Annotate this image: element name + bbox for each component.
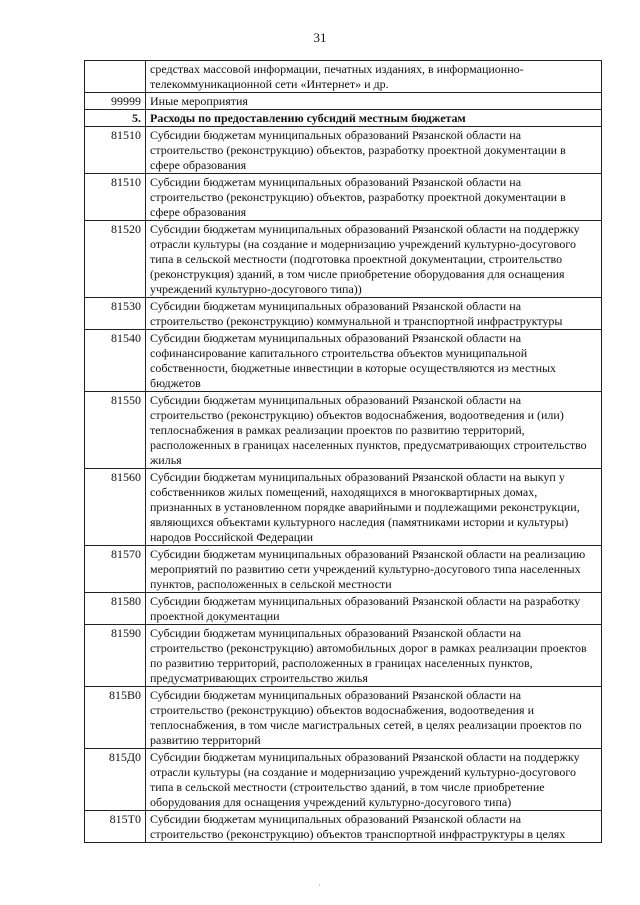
row-code: 81510 xyxy=(85,127,146,174)
row-code: 81580 xyxy=(85,593,146,625)
row-description: Субсидии бюджетам муниципальных образований Рязанской области на поддержку отрасли культуры (на создание и модернизацию учреждений культурно-досугового типа в сельской местности (строительство зданий, в том числе приобретение оборудования для оснащения учреждений культурно-досугового типа) xyxy=(146,749,602,811)
table-body xyxy=(85,61,602,843)
table-row xyxy=(85,174,602,221)
row-code xyxy=(85,61,146,93)
table-row xyxy=(85,593,602,625)
scan-artifact: · xyxy=(318,880,321,890)
row-description: Субсидии бюджетам муниципальных образований Рязанской области на строительство (реконструкцию) объектов транспортной инфраструктуры в целях xyxy=(146,811,602,843)
row-code: 81530 xyxy=(85,298,146,330)
row-description: Субсидии бюджетам муниципальных образований Рязанской области на строительство (реконструкцию) коммунальной и транспортной инфраструктуры xyxy=(146,298,602,330)
table-row xyxy=(85,687,602,749)
table-row xyxy=(85,221,602,298)
table-row xyxy=(85,330,602,392)
table-row xyxy=(85,625,602,687)
row-description: Субсидии бюджетам муниципальных образований Рязанской области на выкуп у собственников жилых помещений, находящихся в многоквартирных домах, признанных в установленном порядке аварийными и подлежащими реконструкции, являющихся объектами культурного наследия (памятниками истории и культуры) народов Российской Федерации xyxy=(146,469,602,546)
budget-code-table xyxy=(84,60,602,843)
table-row xyxy=(85,469,602,546)
table-row xyxy=(85,811,602,843)
row-description: Расходы по предоставлению субсидий местным бюджетам xyxy=(146,110,602,127)
row-code: 99999 xyxy=(85,93,146,110)
table-row xyxy=(85,546,602,593)
row-description: Субсидии бюджетам муниципальных образований Рязанской области на строительство (реконструкцию) объектов водоснабжения, водоотведения и теплоснабжения, в том числе магистральных сетей, в целях реализации проектов по развитию территорий xyxy=(146,687,602,749)
row-code: 81560 xyxy=(85,469,146,546)
table-row xyxy=(85,61,602,93)
row-description: Субсидии бюджетам муниципальных образований Рязанской области на разработку проектной документации xyxy=(146,593,602,625)
row-description: Субсидии бюджетам муниципальных образований Рязанской области на строительство (реконструкцию) объектов водоснабжения, водоотведения и (или) теплоснабжения в рамках реализации проектов по развитию территорий, расположенных в границах населенных пунктов, предусматривающих строительство жилья xyxy=(146,392,602,469)
row-code: 81540 xyxy=(85,330,146,392)
row-description: Субсидии бюджетам муниципальных образований Рязанской области на строительство (реконструкцию) автомобильных дорог в рамках реализации проектов по развитию территорий, расположенных в границах населенных пунктов, предусматривающих строительство жилья xyxy=(146,625,602,687)
table-row xyxy=(85,110,602,127)
row-code: 815В0 xyxy=(85,687,146,749)
row-description: Субсидии бюджетам муниципальных образований Рязанской области на строительство (реконструкцию) объектов, разработку проектной документации в сфере образования xyxy=(146,174,602,221)
row-code: 815Т0 xyxy=(85,811,146,843)
row-code: 81550 xyxy=(85,392,146,469)
table-row xyxy=(85,127,602,174)
row-code: 5. xyxy=(85,110,146,127)
row-code: 81590 xyxy=(85,625,146,687)
row-code: 81510 xyxy=(85,174,146,221)
row-code: 815Д0 xyxy=(85,749,146,811)
table-row xyxy=(85,298,602,330)
table-row xyxy=(85,749,602,811)
row-description: средствах массовой информации, печатных изданиях, в информационно-телекоммуникационной сети «Интернет» и др. xyxy=(146,61,602,93)
row-description: Субсидии бюджетам муниципальных образований Рязанской области на реализацию мероприятий по развитию сети учреждений культурно-досугового типа населенных пунктов, расположенных в сельской местности xyxy=(146,546,602,593)
row-description: Субсидии бюджетам муниципальных образований Рязанской области на софинансирование капитального строительства объектов муниципальной собственности, бюджетные инвестиции в которые осуществляются из местных бюджетов xyxy=(146,330,602,392)
table-row xyxy=(85,392,602,469)
row-description: Субсидии бюджетам муниципальных образований Рязанской области на поддержку отрасли культуры (на создание и модернизацию учреждений культурно-досугового типа в сельской местности (подготовка проектной документации, строительство (реконструкция) зданий, в том числе приобретение оборудования для оснащения учреждений культурно-досугового типа)) xyxy=(146,221,602,298)
row-description: Иные мероприятия xyxy=(146,93,602,110)
row-code: 81570 xyxy=(85,546,146,593)
table-row xyxy=(85,93,602,110)
page-number: 31 xyxy=(313,30,327,45)
row-description: Субсидии бюджетам муниципальных образований Рязанской области на строительство (реконструкцию) объектов, разработку проектной документации в сфере образования xyxy=(146,127,602,174)
row-code: 81520 xyxy=(85,221,146,298)
